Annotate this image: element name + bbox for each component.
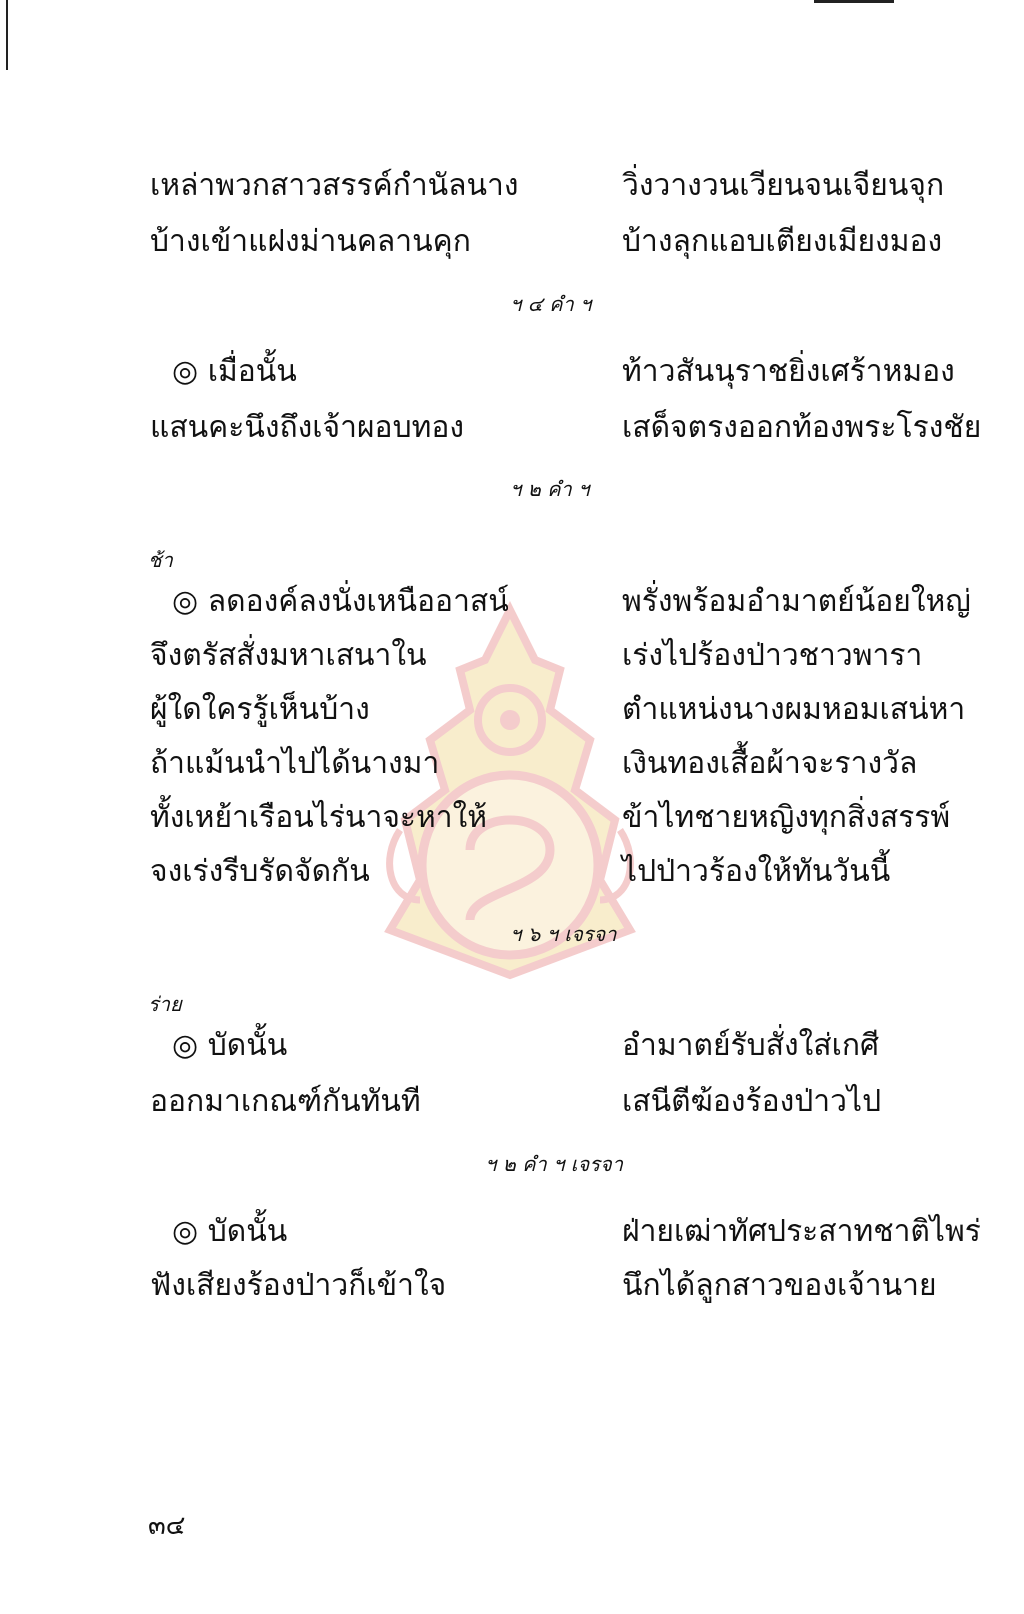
verse-line-first-half: ◎ บัดนั้น (172, 1214, 288, 1249)
verse-line-second-half: วิ่งวางวนเวียนจนเจียนจุก (622, 168, 945, 203)
verse-line-second-half: เสนีตีฆ้องร้องป่าวไป (622, 1084, 882, 1119)
verse-line-first-half: ◎ เมื่อนั้น (172, 354, 297, 389)
verse-count-marker: ฯ ๒ คำ ฯ เจรจา (485, 1152, 623, 1176)
verse-line-first-half: บ้างเข้าแฝงม่านคลานคุก (150, 224, 471, 259)
verse-line-first-half: แสนคะนึงถึงเจ้าผอบทอง (150, 410, 465, 445)
verse-line-first-half: ถ้าแม้นนำไปได้นางมา (150, 746, 440, 781)
verse-line-first-half: ผู้ใดใครรู้เห็นบ้าง (150, 692, 370, 727)
page-number: ๓๔ (148, 1511, 186, 1541)
verse-line-second-half: พรั่งพร้อมอำมาตย์น้อยใหญ่ (622, 584, 971, 619)
verse-count-marker: ฯ ๖ ฯ เจรจา (510, 922, 617, 946)
melody-label: ร่าย (148, 992, 182, 1016)
verse-line-second-half: เสด็จตรงออกท้องพระโรงชัย (622, 410, 982, 445)
verse-line-first-half: เหล่าพวกสาวสรรค์กำนัลนาง (150, 168, 519, 203)
verse-line-first-half: จงเร่งรีบรัดจัดกัน (150, 854, 370, 889)
verse-line-first-half: ◎ ลดองค์ลงนั่งเหนืออาสน์ (172, 584, 509, 619)
scan-edge-top (814, 0, 894, 3)
verse-line-second-half: อำมาตย์รับสั่งใส่เกศี (622, 1028, 880, 1063)
verse-line-second-half: บ้างลุกแอบเตียงเมียงมอง (622, 224, 943, 259)
verse-line-second-half: เร่งไปร้องป่าวชาวพารา (622, 638, 923, 673)
verse-line-first-half: ◎ บัดนั้น (172, 1028, 288, 1063)
scan-edge-left (6, 0, 8, 70)
verse-line-second-half: ท้าวสันนุราชยิ่งเศร้าหมอง (622, 354, 955, 389)
verse-line-second-half: นึกได้ลูกสาวของเจ้านาย (622, 1268, 937, 1303)
verse-line-second-half: ไปป่าวร้องให้ทันวันนี้ (622, 854, 891, 889)
verse-line-second-half: ตำแหน่งนางผมหอมเสน่หา (622, 692, 966, 727)
verse-line-first-half: ทั้งเหย้าเรือนไร่นาจะหาให้ (150, 800, 488, 835)
verse-line-first-half: จึงตรัสสั่งมหาเสนาใน (150, 638, 427, 673)
verse-line-first-half: ออกมาเกณฑ์กันทันที (150, 1084, 421, 1119)
verse-line-second-half: เงินทองเสื้อผ้าจะรางวัล (622, 746, 918, 781)
verse-count-marker: ฯ ๔ คำ ฯ (510, 292, 592, 316)
verse-line-first-half: ฟังเสียงร้องป่าวก็เข้าใจ (150, 1268, 447, 1303)
verse-line-second-half: ฝ่ายเฒ่าทัศประสาทชาติไพร่ (622, 1214, 981, 1249)
verse-line-second-half: ข้าไทชายหญิงทุกสิ่งสรรพ์ (622, 800, 951, 835)
verse-count-marker: ฯ ๒ คำ ฯ (510, 477, 590, 501)
melody-label: ช้า (148, 548, 173, 572)
